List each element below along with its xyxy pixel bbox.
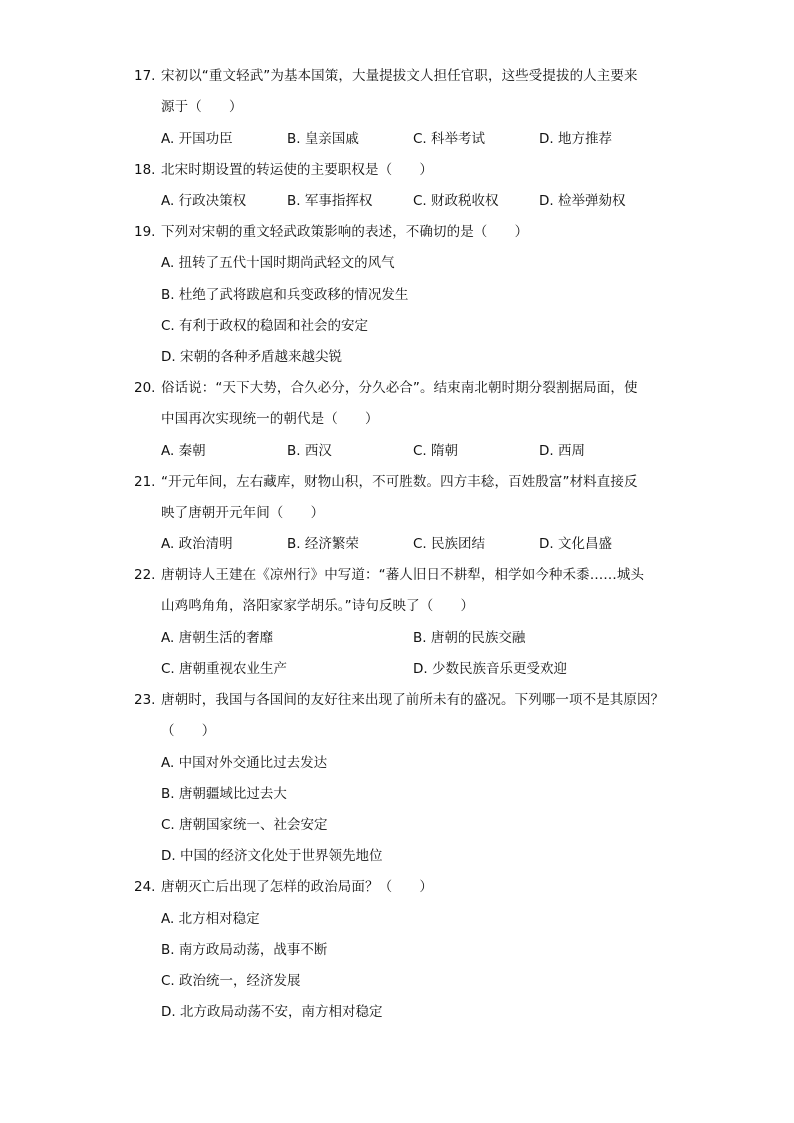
- question-text: 俗话说：“天下大势，合久必分，分久必合”。结束南北朝时期分裂割据局面，使: [161, 380, 638, 396]
- option-c: C. 科举考试: [413, 131, 486, 147]
- option-a: A. 北方相对稳定: [161, 911, 260, 927]
- option-b: B. 唐朝疆域比过去大: [161, 786, 287, 802]
- question-number: 22.: [134, 567, 156, 583]
- question-number: 21.: [134, 474, 156, 490]
- option-d: D. 北方政局动荡不安，南方相对稳定: [161, 1004, 383, 1020]
- option-a: A. 唐朝生活的奢靡: [161, 630, 274, 646]
- option-c: C. 唐朝重视农业生产: [161, 661, 288, 677]
- question-number: 23.: [134, 692, 156, 708]
- option-d: D. 西周: [539, 443, 585, 459]
- option-b: B. 经济繁荣: [287, 536, 359, 552]
- option-d: D. 地方推荐: [539, 131, 612, 147]
- option-b: B. 西汉: [287, 443, 332, 459]
- option-d: D. 宋朝的各种矛盾越来越尖锐: [161, 349, 342, 365]
- option-d: D. 检举弹劾权: [539, 193, 626, 209]
- question-text: 山鸡鸣角角，洛阳家家学胡乐。”诗句反映了（ ）: [161, 598, 475, 614]
- option-d: D. 中国的经济文化处于世界领先地位: [161, 848, 383, 864]
- question-text: （ ）: [161, 723, 216, 739]
- question-text: 唐朝诗人王建在《凉州行》中写道：“蕃人旧日不耕犁，相学如今种禾黍……城头: [161, 567, 645, 583]
- question-text: 宋初以“重文轻武”为基本国策，大量提拔文人担任官职，这些受提拔的人主要来: [161, 68, 638, 84]
- option-a: A. 政治清明: [161, 536, 233, 552]
- option-c: C. 政治统一，经济发展: [161, 973, 301, 989]
- question-text: 唐朝灭亡后出现了怎样的政治局面？（ ）: [161, 879, 433, 895]
- question-number: 18.: [134, 162, 156, 178]
- option-c: C. 有利于政权的稳固和社会的安定: [161, 318, 369, 334]
- question-text: “开元年间，左右藏库，财物山积，不可胜数。四方丰稔，百姓殷富”材料直接反: [161, 474, 638, 490]
- option-b: B. 皇亲国戚: [287, 131, 359, 147]
- question-text: 源于（ ）: [161, 99, 243, 115]
- question-number: 17.: [134, 68, 156, 84]
- question-text: 北宋时期设置的转运使的主要职权是（ ）: [161, 162, 433, 178]
- option-a: A. 扭转了五代十国时期尚武轻文的风气: [161, 255, 395, 271]
- option-b: B. 南方政局动荡，战事不断: [161, 942, 328, 958]
- option-a: A. 行政决策权: [161, 193, 247, 209]
- question-number: 24.: [134, 879, 156, 895]
- option-a: A. 中国对外交通比过去发达: [161, 755, 328, 771]
- option-c: C. 财政税收权: [413, 193, 499, 209]
- question-text: 唐朝时，我国与各国间的友好往来出现了前所未有的盛况。下列哪一项不是其原因？: [161, 692, 665, 708]
- option-b: B. 唐朝的民族交融: [413, 630, 526, 646]
- option-d: D. 文化昌盛: [539, 536, 612, 552]
- question-number: 20.: [134, 380, 156, 396]
- option-a: A. 秦朝: [161, 443, 206, 459]
- option-c: C. 隋朝: [413, 443, 459, 459]
- option-a: A. 开国功臣: [161, 131, 233, 147]
- question-text: 映了唐朝开元年间（ ）: [161, 505, 325, 521]
- option-b: B. 杜绝了武将跋扈和兵变政移的情况发生: [161, 287, 409, 303]
- question-number: 19.: [134, 224, 156, 240]
- option-c: C. 民族团结: [413, 536, 486, 552]
- question-text: 中国再次实现统一的朝代是（ ）: [161, 411, 379, 427]
- question-text: 下列对宋朝的重文轻武政策影响的表述，不确切的是（ ）: [161, 224, 529, 240]
- option-b: B. 军事指挥权: [287, 193, 373, 209]
- option-c: C. 唐朝国家统一、社会安定: [161, 817, 328, 833]
- option-d: D. 少数民族音乐更受欢迎: [413, 661, 567, 677]
